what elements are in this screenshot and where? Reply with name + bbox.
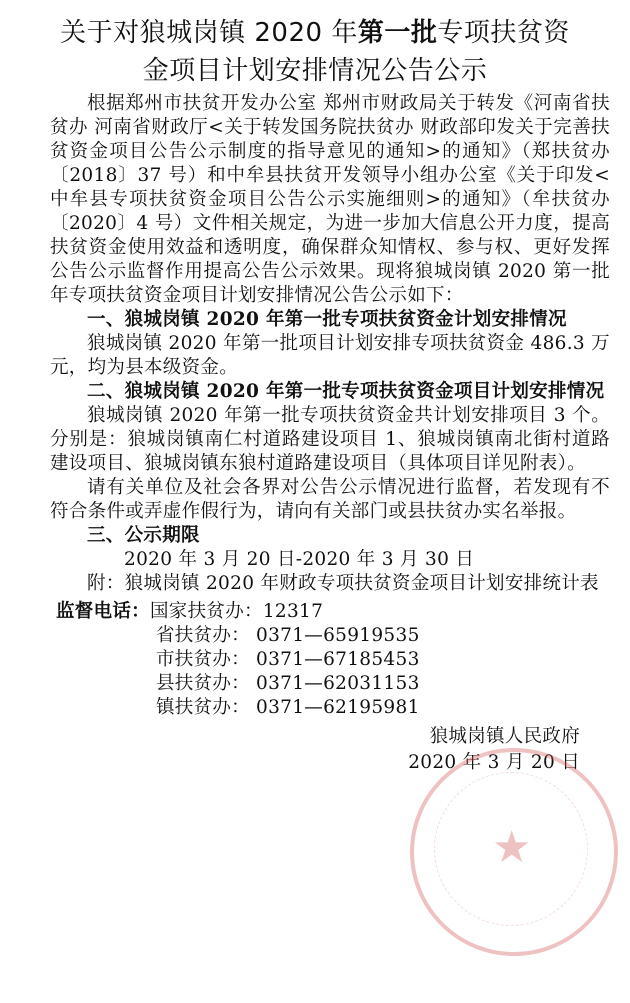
supervision-number: 0371—62031153	[256, 673, 420, 694]
title-line1-suffix: 专项扶贫资	[437, 18, 570, 48]
section2-heading: 二、狼城岗镇 2020 年第一批专项扶贫资金项目计划安排情况	[87, 381, 605, 402]
publication-period: 2020 年 3 月 20 日-2020 年 3 月 30 日	[124, 549, 475, 570]
title-line2: 金项目计划安排情况公告公示	[142, 56, 488, 86]
supervision-number: 0371—67185453	[256, 649, 420, 670]
title-line1-prefix: 关于对狼城岗镇 2020 年	[60, 18, 358, 48]
supervision-office: 省扶贫办：	[155, 625, 250, 646]
supervision-phones	[50, 600, 610, 720]
document-body	[50, 92, 610, 776]
official-seal-icon	[410, 748, 618, 956]
seal-inner-ring	[434, 772, 588, 926]
document-title	[0, 14, 630, 90]
supervision-office: 市扶贫办：	[155, 649, 250, 670]
supervision-line	[50, 672, 610, 696]
supervision-label: 监督电话：	[55, 601, 150, 622]
supervision-line	[50, 648, 610, 672]
seal-star-icon: ★	[492, 822, 532, 873]
issue-date: 2020 年 3 月 20 日	[408, 752, 580, 773]
title-line1-bold: 第一批	[357, 18, 438, 48]
issuing-organization: 狼城岗镇人民政府	[429, 726, 580, 747]
section3-heading: 三、公示期限	[87, 525, 200, 546]
supervision-number: 0371—62195981	[256, 697, 420, 718]
attachment-note: 附：狼城岗镇 2020 年财政专项扶贫资金项目计划安排统计表	[87, 573, 599, 594]
supervision-line	[50, 696, 610, 720]
supervision-number: 0371—65919535	[256, 625, 420, 646]
section2-body: 狼城岗镇 2020 年第一批专项扶贫资金共计划安排项目 3 个。分别是：狼城岗镇南仁村道路建设项目 1、狼城岗镇南北街村道路建设项目、狼城岗镇东狼村道路建设项目（具体项目详见附表）。	[50, 405, 610, 474]
section1-heading: 一、狼城岗镇 2020 年第一批专项扶贫资金计划安排情况	[87, 309, 567, 330]
supervision-line	[50, 624, 610, 648]
supervision-number: 12317	[262, 601, 324, 622]
signature-block	[50, 724, 610, 776]
supervision-office: 镇扶贫办：	[155, 697, 250, 718]
section2-body2: 请有关单位及社会各界对公告公示情况进行监督，若发现有不符合条件或弄虚作假行为，请向有关部门或县扶贫办实名举报。	[50, 477, 610, 522]
supervision-line	[50, 600, 610, 624]
intro-paragraph: 根据郑州市扶贫开发办公室 郑州市财政局关于转发《河南省扶贫办 河南省财政厅<关于转发国务院扶贫办 财政部印发关于完善扶贫资金项目公告公示制度的指导意见的通知>的通知》（郑扶贫办〔2018〕37 号）和中牟县扶贫开发领导小组办公室《关于印发<中牟县专项扶贫资金项目公告公示实施细则>的通知》（牟扶贫办〔2020〕4 号）文件相关规定，为进一步加大信息公开力度，提高扶贫资金使用效益和透明度，确保群众知情权、参与权、更好发挥公告公示监督作用提高公告公示效果。现将狼城岗镇 2020 第一批年专项扶贫资金项目计划安排情况公告公示如下：	[50, 93, 610, 306]
section1-body: 狼城岗镇 2020 年第一批项目计划安排专项扶贫资金 486.3 万元，均为县本级资金。	[50, 333, 610, 378]
supervision-office: 县扶贫办：	[155, 673, 250, 694]
supervision-office: 国家扶贫办：	[150, 601, 263, 622]
